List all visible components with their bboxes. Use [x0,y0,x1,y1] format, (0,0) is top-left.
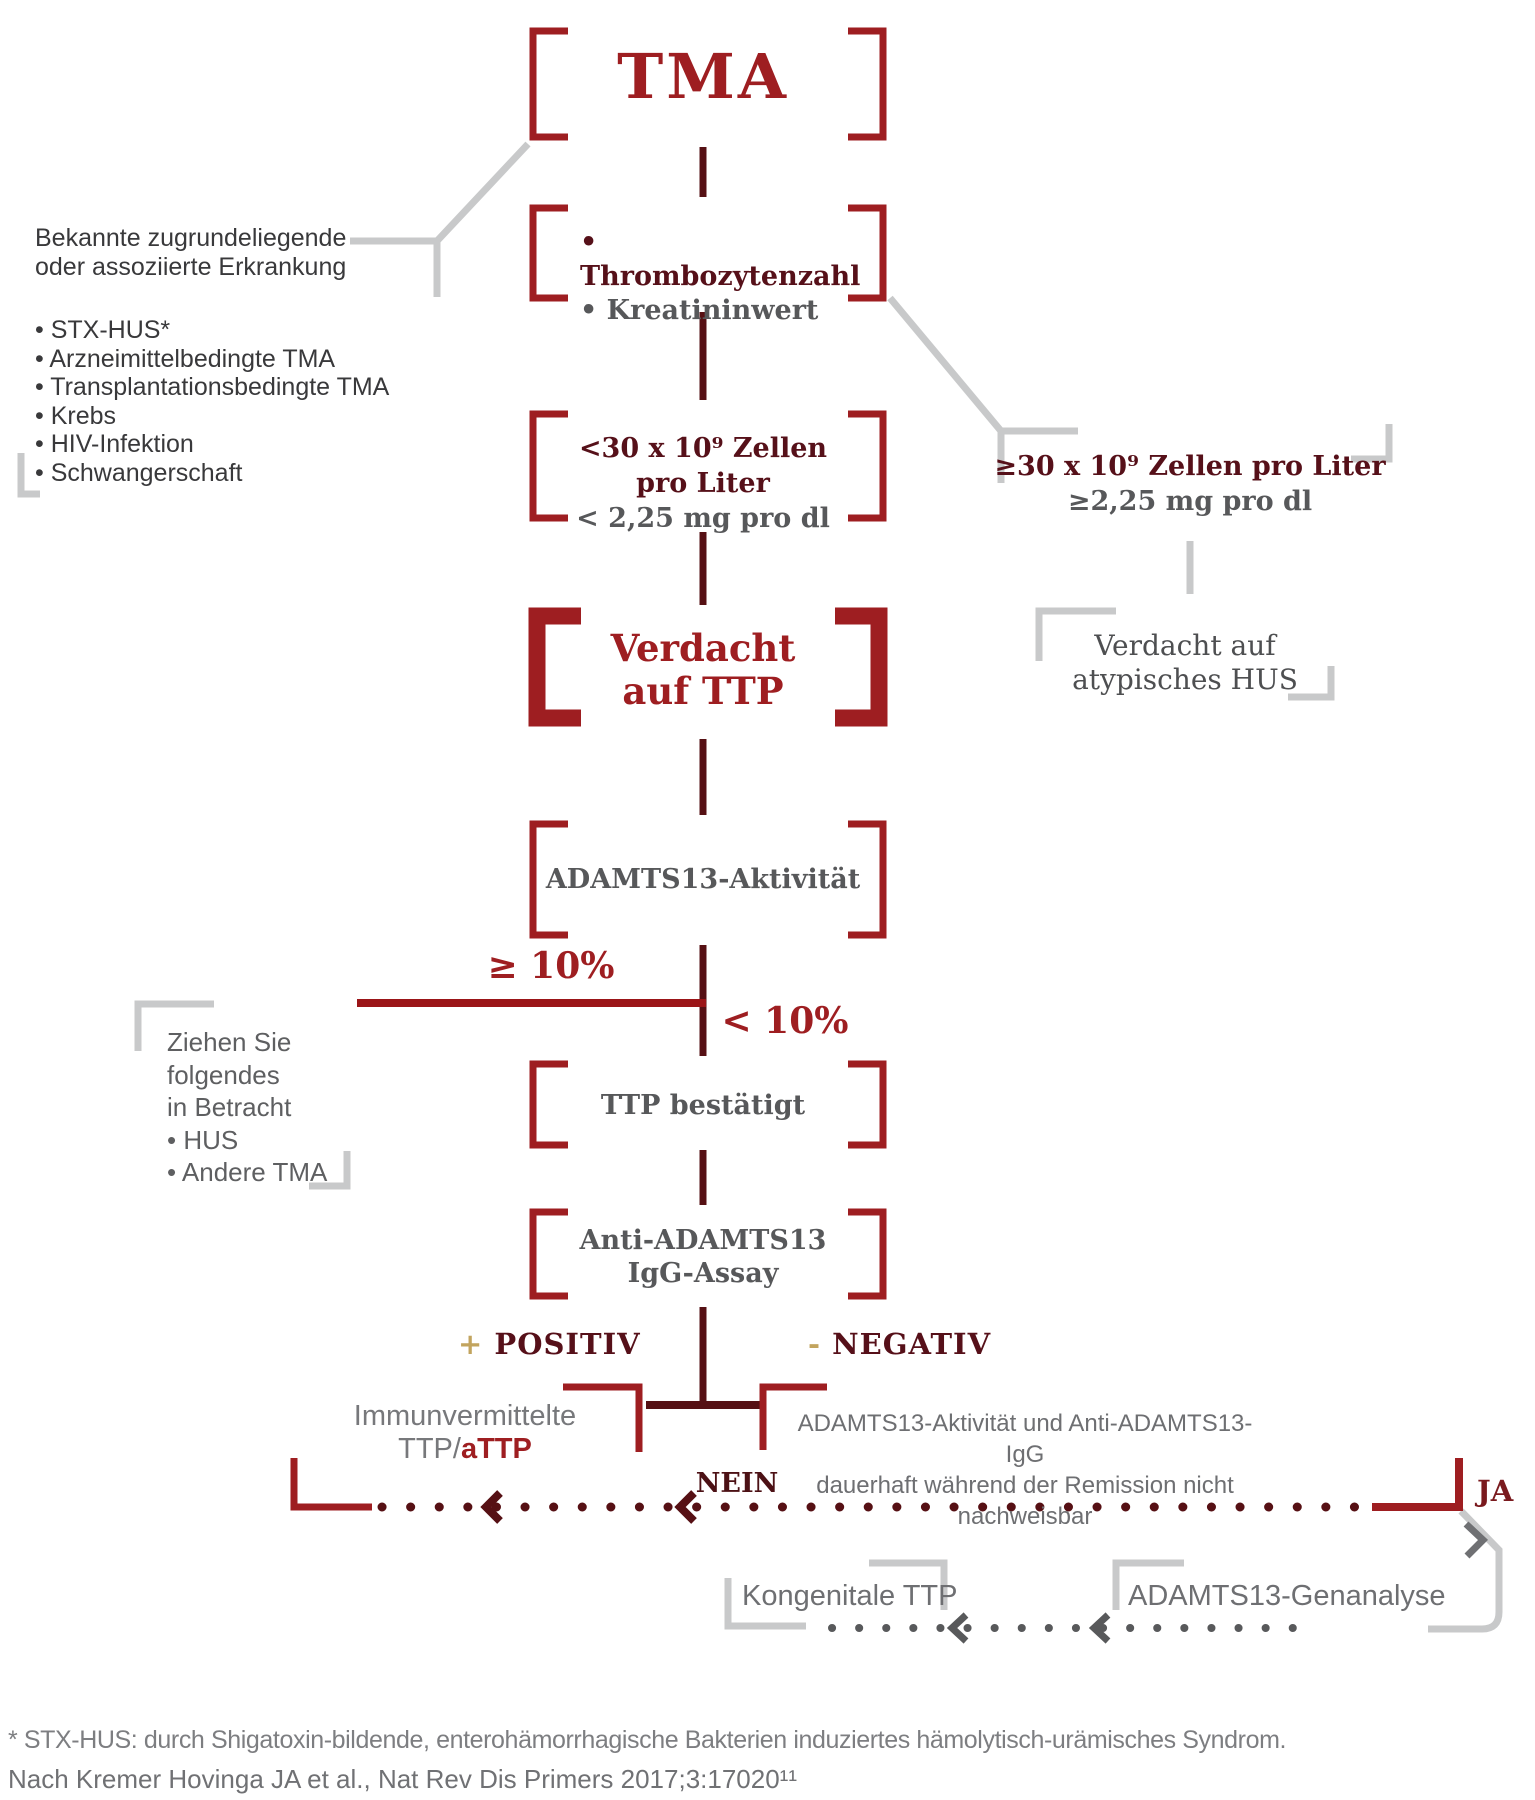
bracket-low-values-right [848,414,883,518]
branch-label-ge10: ≥ 10% [487,945,615,987]
node-igg-assay [523,1224,883,1290]
suspect-ahus-line1: Verdacht auf [1094,629,1276,662]
node-congenital-ttp: Kongenitale TTP [742,1580,958,1612]
immune-ttp-line1: Immunvermittelte [353,1400,577,1432]
low-values-cells: <30 x 10⁹ Zellen pro Liter [578,433,828,499]
list-item: • Krebs [35,401,117,430]
consider-line: in Betracht [167,1092,292,1122]
positiv-label: POSITIV [494,1327,641,1361]
footnote-reference: Nach Kremer Hovinga JA et al., Nat Rev Dis Primers 2017;3:17020¹¹ [8,1764,798,1794]
node-high-values [990,449,1390,519]
ja-label: JA [1477,1474,1514,1508]
node-labs [580,226,880,328]
remission-line1: ADAMTS13-Aktivität und Anti-ADAMTS13-IgG [797,1410,1253,1468]
known-conditions-heading-line1: Bekannte zugrundeliegende [35,224,347,252]
list-item: • HIV-Infektion [35,430,194,459]
list-item: • STX-HUS* [35,316,171,344]
immune-ttp-line2 [330,1433,600,1466]
low-values-creatinine: < 2,25 mg pro dl [576,503,830,534]
suspect-ttp-line1: Verdacht [610,626,796,670]
connector-tma-to-known-diagonal [437,144,528,241]
node-tma-title: TMA [617,40,789,113]
node-suspect-ahus [1035,629,1335,697]
remission-line2: dauerhaft während der Remission nicht nachweisbar [816,1472,1234,1530]
labs-creatinine: • Kreatininwert [580,295,819,326]
suspect-ttp-line2: auf TTP [622,669,784,713]
list-item: • Arzneimittelbedingte TMA [35,344,336,373]
suspect-ahus-line2: atypisches HUS [1072,663,1298,696]
consider-line: Ziehen Sie [167,1027,292,1057]
result-negativ [808,1327,991,1361]
branch-label-lt10: < 10% [721,1000,849,1042]
remission-statement [780,1408,1270,1532]
result-positiv [458,1327,641,1361]
labs-platelet-count: • Thrombozytenzahl [580,227,861,292]
immune-ttp-attp: aTTP [460,1433,532,1465]
node-suspect-ttp [553,627,853,713]
minus-icon: - [808,1327,822,1361]
plus-icon: + [458,1327,484,1361]
known-conditions-block [35,224,415,488]
connector-labs-to-high-diagonal [890,298,1001,431]
nein-label: NEIN [695,1468,779,1499]
igg-assay-line2: IgG-Assay [627,1258,779,1289]
consider-line: • HUS [167,1124,239,1155]
consider-line: • Andere TMA [167,1157,328,1187]
footnote-definition: * STX-HUS: durch Shigatoxin-bildende, enterohämorrhagische Bakterien induziertes hämolytisch-urämisches Syndrom. [8,1726,1287,1754]
bracket-labs-left [533,208,568,298]
list-item: • Transplantationsbedingte TMA [35,373,390,402]
high-values-creatinine: ≥2,25 mg pro dl [1067,486,1313,517]
node-immune-ttp [330,1400,600,1466]
high-values-cells: ≥30 x 10⁹ Zellen pro Liter [994,451,1386,482]
negativ-label: NEGATIV [832,1327,992,1361]
footnote [8,1726,1528,1795]
node-gene-analysis: ADAMTS13-Genanalyse [1128,1580,1446,1612]
list-item: • Schwangerschaft [35,458,243,487]
bracket-tma-right [848,31,883,137]
node-low-values [553,431,853,536]
known-conditions-heading-line2: oder assoziierte Erkrankung [35,253,347,281]
igg-assay-line1: Anti-ADAMTS13 [579,1225,827,1256]
consider-block [167,1026,397,1189]
node-adamts-activity: ADAMTS13-Aktivität [545,864,861,895]
node-ttp-confirmed: TTP bestätigt [600,1090,806,1121]
consider-line: folgendes [167,1059,280,1090]
known-conditions-list [35,316,415,488]
elbow-ja [1372,1458,1459,1507]
immune-ttp-gray: TTP/ [398,1433,461,1465]
